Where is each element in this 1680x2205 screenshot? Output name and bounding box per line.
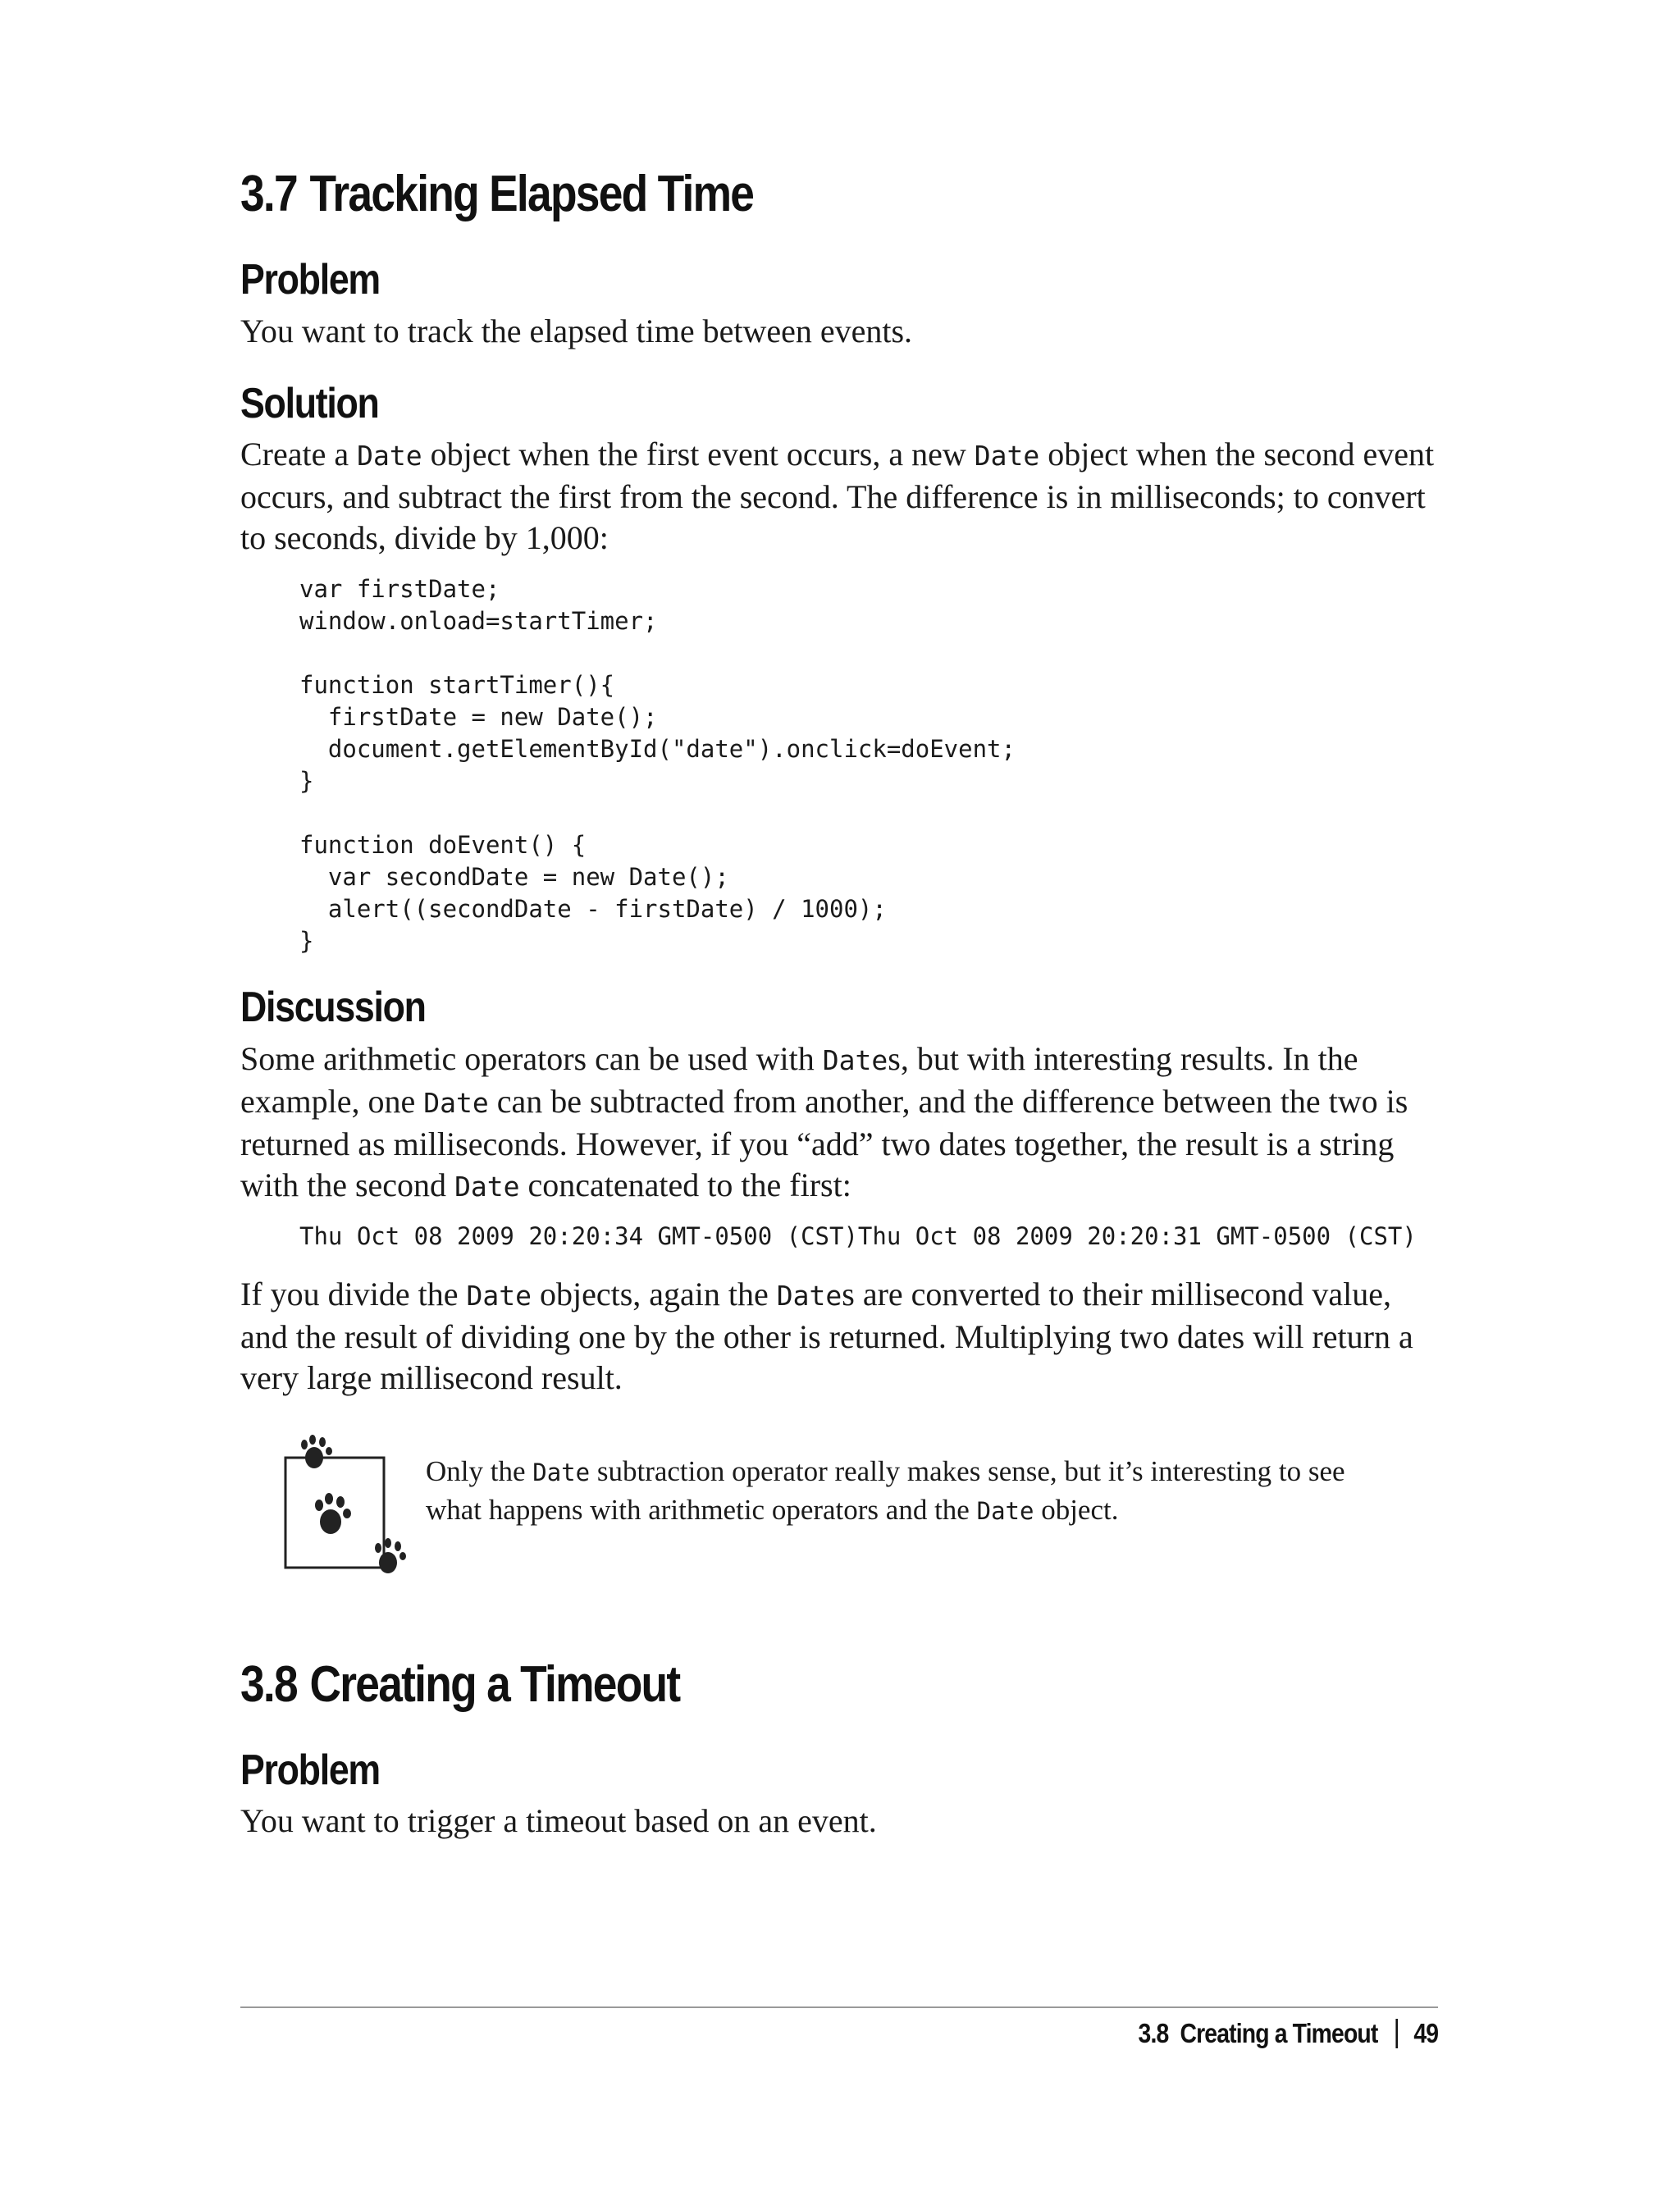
code-line: window.onload=startTimer; [299, 607, 658, 636]
code-line: document.getElementById("date").onclick=doEvent; [299, 735, 1016, 764]
text-run: subtraction operator really makes sense, but it’s interesting to see what happens with arithmetic operators and the [426, 1454, 1345, 1526]
section-number: 3.7 [240, 166, 297, 222]
solution-text [240, 434, 1438, 559]
code-line: var firstDate; [299, 575, 500, 604]
code-line: function startTimer(){ [299, 671, 615, 700]
inline-code: Date [454, 1170, 520, 1203]
text-run: Only the [426, 1454, 533, 1487]
code-line: firstDate = new Date(); [299, 703, 658, 732]
running-head: 3.8 Creating a Timeout [1138, 2018, 1378, 2048]
section-number: 3.8 [240, 1655, 297, 1713]
section-title: Creating a Timeout [309, 1655, 680, 1713]
tip-note [240, 1433, 1438, 1589]
footer-separator [1396, 2019, 1399, 2048]
code-line: } [299, 927, 314, 956]
inline-code: Date [976, 1496, 1034, 1525]
text-run: Some arithmetic operators can be used with [240, 1039, 823, 1077]
problem-text-3-8: You want to trigger a timeout based on an event. [240, 1802, 877, 1840]
text-run: s are converted to their millisecond value, and the result of dividing one by the other is returned. Multiplying two dates will return a very large millisecond result. [240, 1275, 1413, 1396]
section-3-8-heading [240, 1655, 1271, 1715]
text-run: objects, again the [531, 1275, 777, 1312]
problem-heading: Problem [240, 256, 380, 304]
text-run: concatenated to the first: [519, 1166, 851, 1203]
discussion-heading: Discussion [240, 984, 426, 1032]
inline-code: Date [532, 1458, 591, 1486]
inline-code: Date [357, 440, 422, 472]
page-content [240, 164, 1438, 1842]
code-line: function doEvent() { [299, 831, 587, 860]
text-run: Create a [240, 436, 358, 473]
footer-rule [240, 2006, 1438, 2008]
code-block [240, 573, 1438, 957]
inline-code: Date [822, 1043, 888, 1076]
inline-code: Date [423, 1086, 489, 1119]
code-line: var secondDate = new Date(); [299, 863, 729, 892]
inline-code: Date [466, 1279, 532, 1312]
text-run: can be subtracted from another, and the difference between the two is returned as milliseconds. However, if you “add” two dates together, the result is a string with the second [240, 1082, 1408, 1203]
inline-code: Date [974, 440, 1040, 472]
discussion-paragraph-2 [240, 1274, 1438, 1399]
problem-heading-3-8: Problem [240, 1746, 380, 1794]
tip-text [426, 1453, 1361, 1530]
text-run: object. [1034, 1493, 1119, 1526]
code-line: } [299, 767, 314, 796]
page-footer [1138, 2018, 1438, 2049]
date-output-line: Thu Oct 08 2009 20:20:34 GMT-0500 (CST)Thu Oct 08 2009 20:20:31 GMT-0500 (CST) [299, 1221, 1417, 1250]
text-run: If you divide the [240, 1275, 467, 1312]
code-line [299, 637, 1438, 669]
text-run: s, but with interesting results. In the example, one [240, 1039, 1358, 1120]
problem-text: You want to track the elapsed time between events. [240, 312, 913, 349]
code-line: alert((secondDate - firstDate) / 1000); [299, 895, 887, 924]
solution-heading: Solution [240, 379, 379, 427]
page-number: 49 [1413, 2018, 1438, 2048]
tip-paw-prints-icon [281, 1433, 429, 1589]
text-run: object when the second event occurs, and subtract the first from the second. The difference is in milliseconds; to convert to seconds, divide by 1,000: [240, 436, 1435, 557]
section-3-7-heading [240, 164, 1271, 225]
code-line [299, 797, 1438, 829]
discussion-paragraph-1 [240, 1039, 1438, 1208]
section-title: Tracking Elapsed Time [309, 166, 754, 222]
text-run: object when the first event occurs, a new [422, 436, 975, 473]
inline-code: Date [776, 1279, 842, 1312]
